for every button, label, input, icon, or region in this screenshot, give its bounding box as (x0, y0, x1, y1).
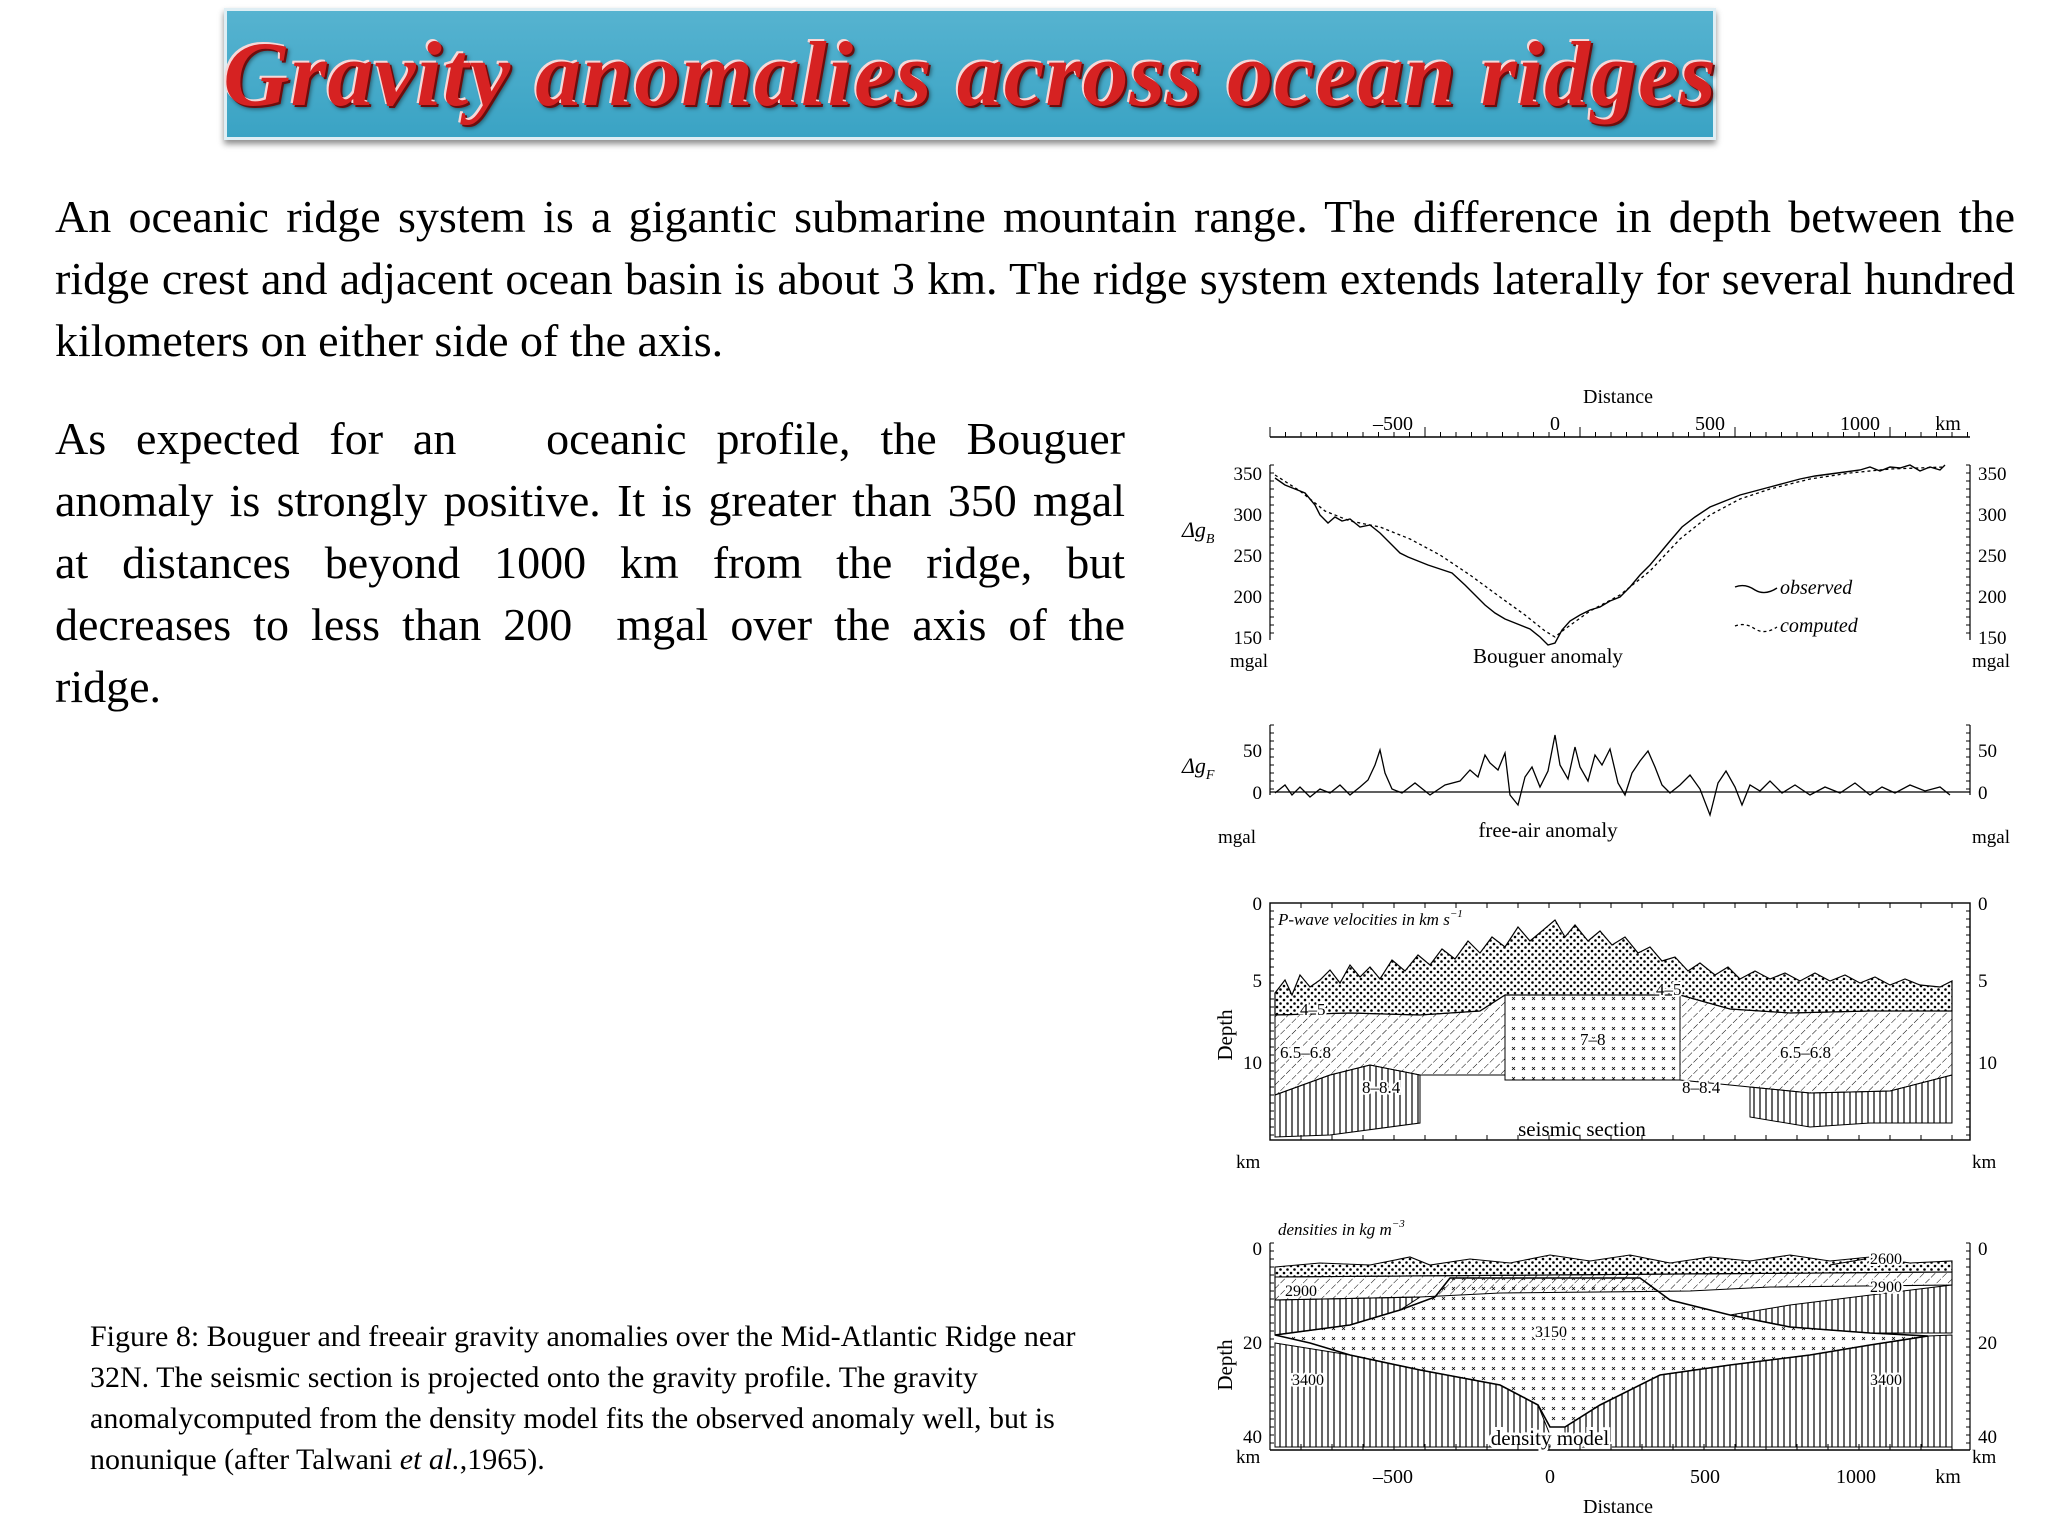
svg-text:300: 300 (1233, 505, 1262, 526)
freeair-left-ticks (1243, 741, 1262, 804)
top-tick-500: 500 (1695, 413, 1725, 435)
bouguer-left-unit: mgal (1230, 651, 1268, 672)
svg-text:50: 50 (1978, 741, 1997, 762)
bouguer-left-ticks (1234, 464, 1263, 649)
svg-text:150: 150 (1978, 628, 2007, 649)
freeair-curve (1275, 735, 1950, 815)
svg-text:0: 0 (1978, 783, 1988, 804)
svg-text:40: 40 (1243, 1427, 1262, 1448)
bottom-tick-m500: –500 (1373, 1466, 1413, 1488)
seismic-right-ticks (1978, 894, 1997, 1074)
svg-text:7–8: 7–8 (1580, 1030, 1606, 1049)
figure-caption: Figure 8: Bouguer and freeair gravity anomalies over the Mid-Atlantic Ridge near 32N. The seismic section is projected onto the gravity profile. The gravity anomalycomputed from the density model fits the observed anomaly well, but is nonunique (after Talwani et al.,1965). (90, 1320, 1076, 1476)
freeair-left-unit: mgal (1218, 827, 1256, 848)
svg-text:0: 0 (1252, 783, 1262, 804)
svg-text:4–5: 4–5 (1656, 980, 1682, 999)
svg-text:20: 20 (1243, 1333, 1262, 1354)
svg-text:3400: 3400 (1870, 1372, 1902, 1389)
svg-text:40: 40 (1978, 1427, 1997, 1448)
density-left-unit: km (1236, 1447, 1261, 1468)
seismic-left-unit: km (1236, 1152, 1261, 1173)
top-tick-m500: –500 (1373, 413, 1413, 435)
seismic-title: P-wave velocities in km $s^{-1}$ (1278, 908, 1463, 929)
density-caption: density model (1490, 1426, 1610, 1450)
svg-text:8–8.4: 8–8.4 (1362, 1078, 1401, 1097)
top-tick-0: 0 (1550, 413, 1560, 435)
svg-text:0: 0 (1978, 894, 1988, 915)
intro-paragraph: An oceanic ridge system is a gigantic submarine mountain range. The difference in depth between the ridge crest and adjacent ocean basin is about 3 km. The ridge system extends laterally for several hundred kilometers on either side of the axis. (55, 191, 2015, 366)
density-title: densities in kg $m^{-3}$ (1278, 1218, 1405, 1239)
svg-text:3150: 3150 (1535, 1324, 1567, 1341)
svg-text:6.5–6.8: 6.5–6.8 (1780, 1043, 1831, 1062)
svg-text:5: 5 (1252, 971, 1262, 992)
seismic-left-ticks (1243, 894, 1262, 1074)
svg-text:0: 0 (1252, 1239, 1262, 1260)
svg-text:2900: 2900 (1870, 1279, 1902, 1296)
seismic-caption: seismic section (1518, 1117, 1646, 1141)
legend-computed: computed (1780, 615, 1858, 637)
density-right-ticks (1978, 1239, 1997, 1448)
svg-text:0: 0 (1252, 894, 1262, 915)
svg-text:250: 250 (1978, 546, 2007, 567)
svg-text:0: 0 (1978, 1239, 1988, 1260)
seismic-right-unit: km (1972, 1152, 1997, 1173)
top-distance-label: Distance (1583, 386, 1653, 408)
svg-text:5: 5 (1978, 971, 1988, 992)
density-left-ticks (1243, 1239, 1262, 1448)
svg-text:150: 150 (1233, 628, 1262, 649)
bouguer-right-unit: mgal (1972, 651, 2010, 672)
density-ylabel: Depth (1213, 1339, 1237, 1391)
freeair-right-ticks (1978, 741, 1997, 804)
top-km-unit: km (1935, 413, 1961, 435)
svg-text:2900: 2900 (1285, 1283, 1317, 1300)
bottom-tick-500: 500 (1690, 1466, 1720, 1488)
svg-text:350: 350 (1233, 464, 1262, 485)
density-right-unit: km (1972, 1447, 1997, 1468)
svg-text:6.5–6.8: 6.5–6.8 (1280, 1043, 1331, 1062)
svg-text:300: 300 (1978, 505, 2007, 526)
svg-text:3400: 3400 (1292, 1372, 1324, 1389)
svg-text:2600: 2600 (1870, 1251, 1902, 1268)
svg-text:10: 10 (1243, 1053, 1262, 1074)
ridge-figure (1170, 375, 2030, 1535)
svg-text:200: 200 (1233, 587, 1262, 608)
svg-text:8–8.4: 8–8.4 (1682, 1078, 1721, 1097)
bottom-tick-1000: 1000 (1836, 1466, 1876, 1488)
bouguer-right-ticks (1978, 464, 2007, 649)
freeair-caption: free-air anomaly (1478, 818, 1618, 842)
svg-text:50: 50 (1243, 741, 1262, 762)
freeair-right-unit: mgal (1972, 827, 2010, 848)
bottom-km-unit: km (1935, 1466, 1961, 1488)
top-tick-1000: 1000 (1840, 413, 1880, 435)
bouguer-paragraph: As expected for an oceanic profile, the Bouguer anomaly is strongly positive. It is greater than 350 mgal at distances beyond 1000 km from the ridge, but decreases to less than 200 mgal over the axis of the ridge. (55, 413, 1125, 712)
bouguer-computed-curve (1275, 467, 1945, 637)
seismic-ylabel: Depth (1213, 1009, 1237, 1061)
bouguer-caption: Bouguer anomaly (1473, 644, 1623, 668)
bouguer-legend (1735, 577, 1859, 637)
slide-title: Gravity anomalies across ocean ridges (223, 23, 1717, 125)
legend-observed: observed (1780, 577, 1853, 599)
title-banner (224, 8, 1716, 140)
svg-text:20: 20 (1978, 1333, 1997, 1354)
bouguer-ylabel: $\Delta g_B$ (1182, 517, 1215, 547)
svg-text:200: 200 (1978, 587, 2007, 608)
freeair-ylabel: $\Delta g_F$ (1182, 753, 1215, 783)
svg-text:350: 350 (1978, 464, 2007, 485)
bottom-tick-0: 0 (1545, 1466, 1555, 1488)
svg-text:4–5: 4–5 (1300, 1000, 1326, 1019)
bottom-distance-label: Distance (1583, 1496, 1653, 1518)
svg-text:10: 10 (1978, 1053, 1997, 1074)
svg-text:250: 250 (1233, 546, 1262, 567)
